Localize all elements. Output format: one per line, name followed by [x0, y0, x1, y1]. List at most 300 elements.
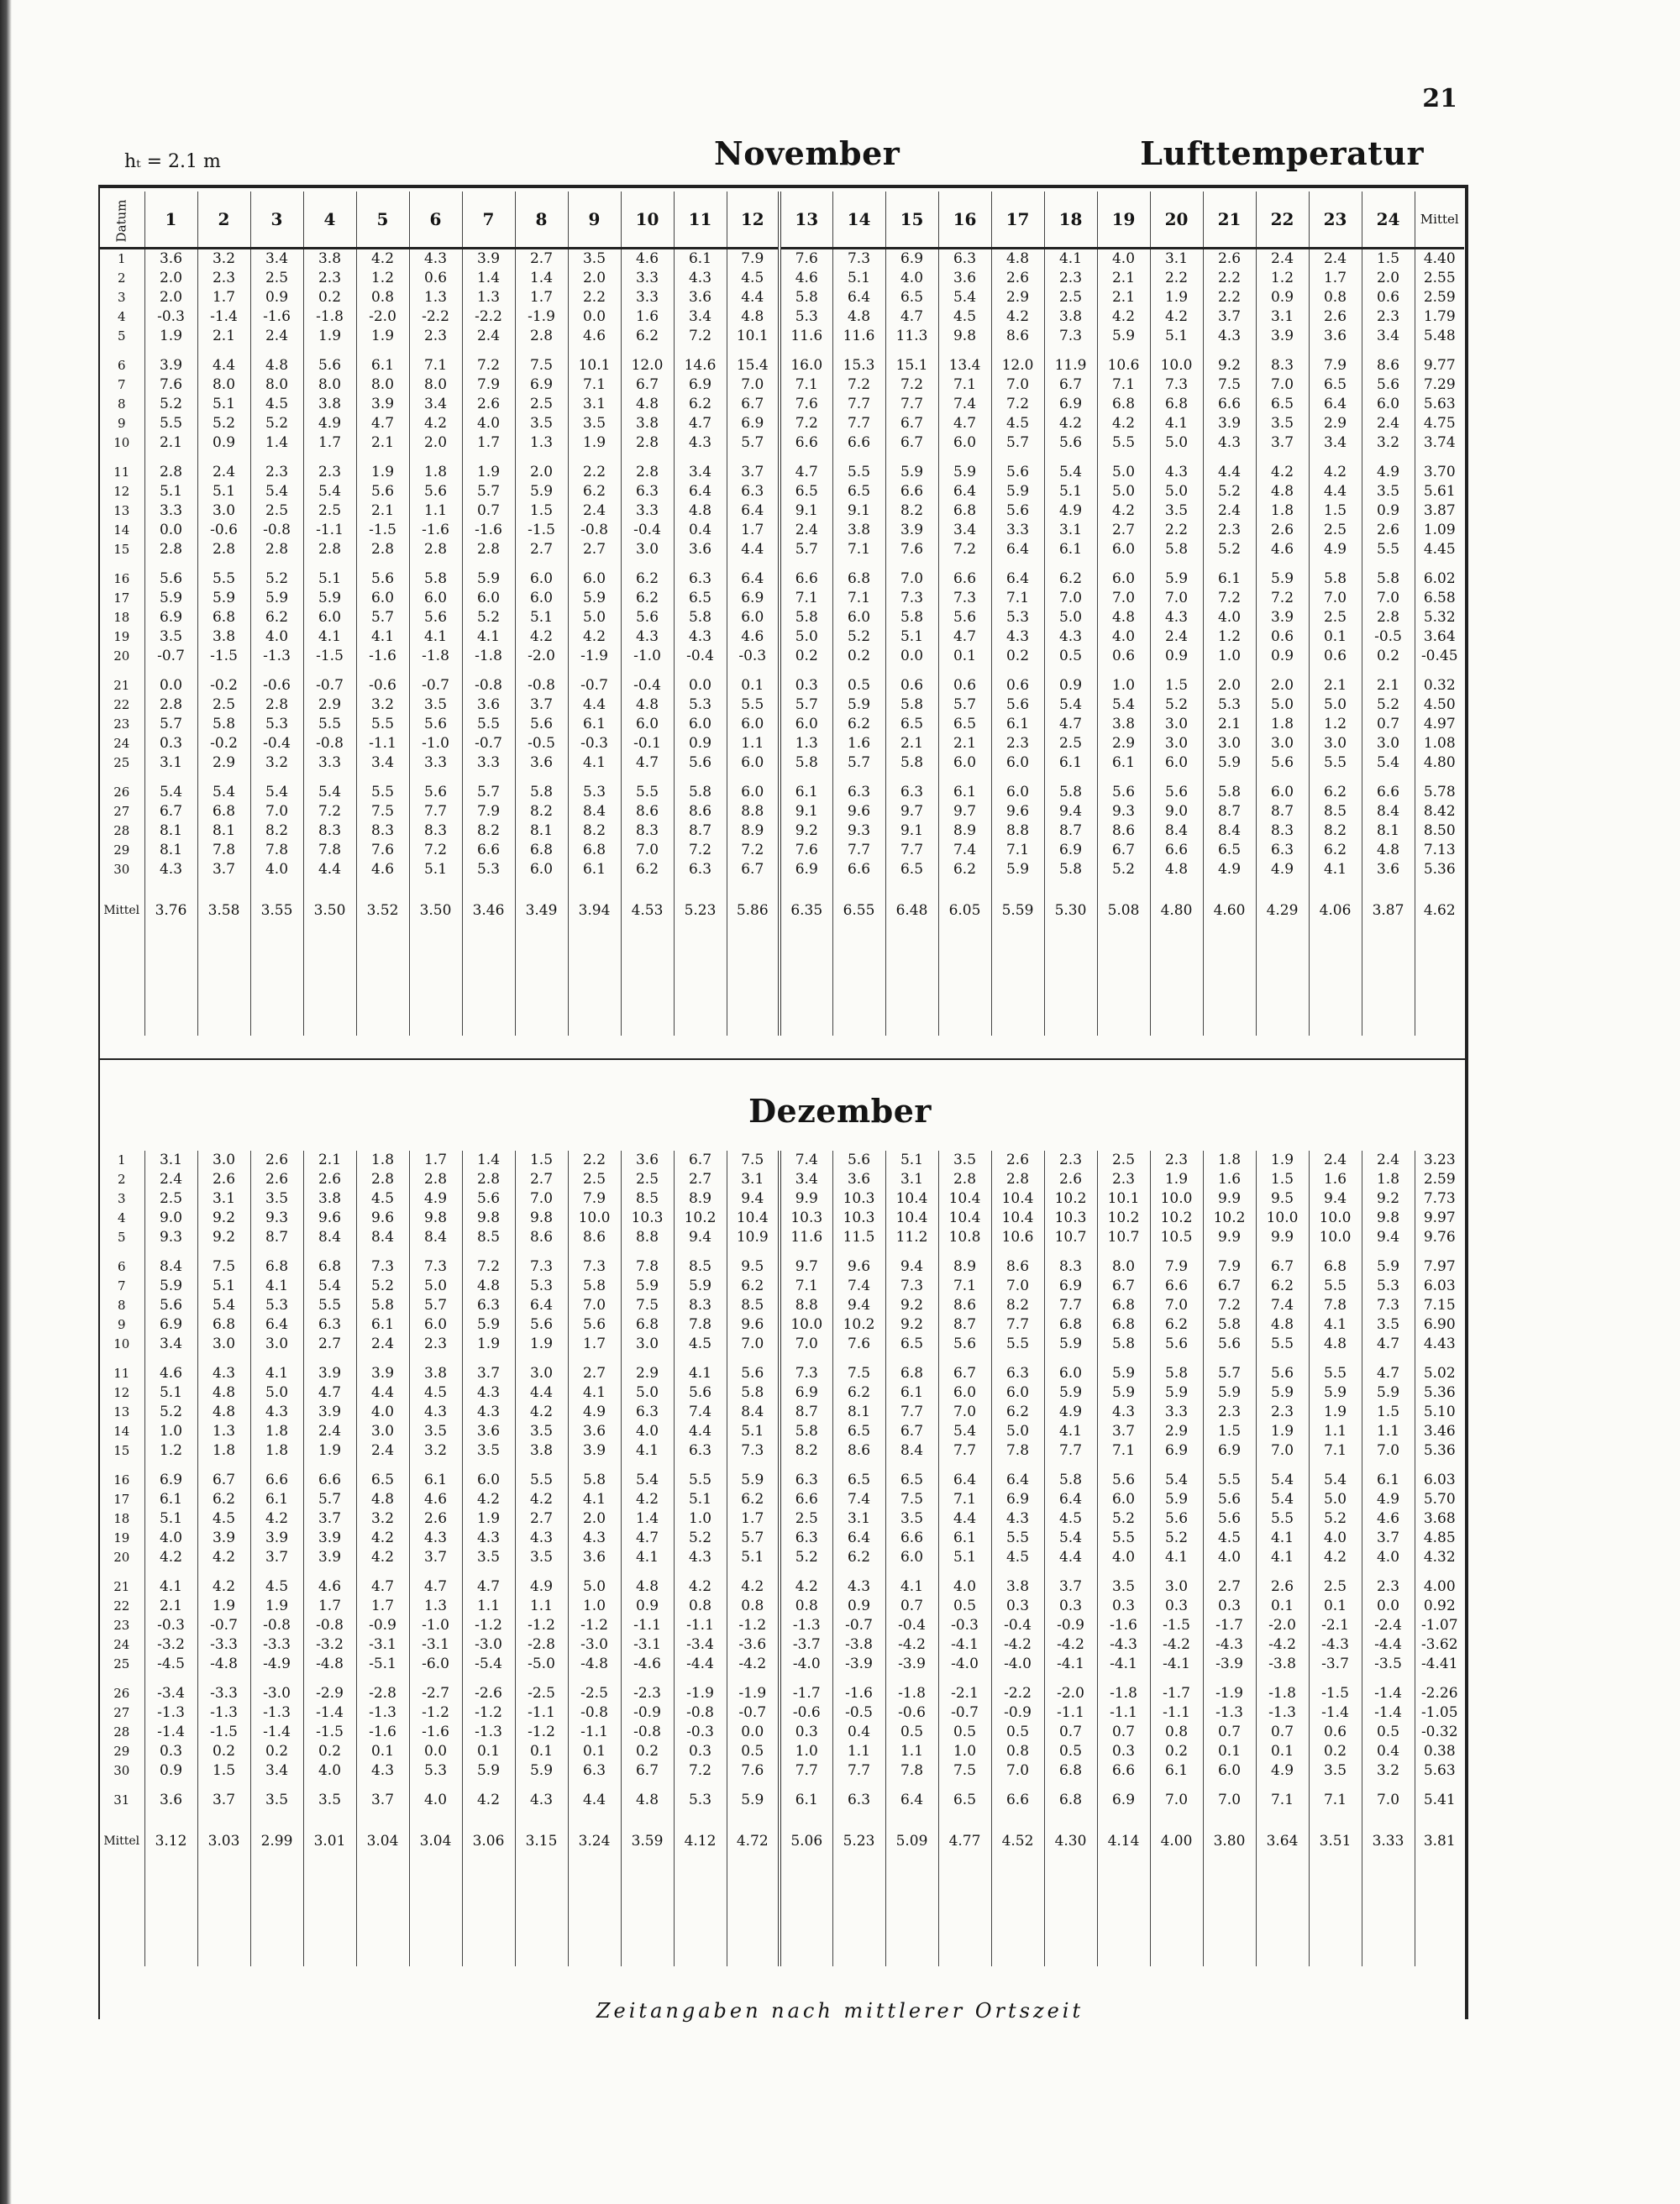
temp-cell: 7.0 [991, 1277, 1044, 1296]
temp-cell: 6.5 [356, 1461, 409, 1490]
temp-cell: 1.9 [462, 1335, 515, 1354]
temp-cell: 4.6 [621, 249, 674, 270]
temp-cell: 1.1 [832, 1742, 885, 1761]
temp-cell: 7.6 [727, 1761, 780, 1781]
hourly-mean-cell: 3.94 [568, 879, 621, 960]
temp-cell: 0.1 [1256, 1597, 1309, 1616]
day-cell: 3 [117, 290, 126, 305]
temp-cell: -4.2 [1044, 1635, 1097, 1655]
temp-cell: 7.2 [462, 1247, 515, 1277]
temp-cell: 5.6 [832, 1151, 885, 1170]
temp-cell: 0.9 [1044, 666, 1097, 695]
temp-cell: 5.7 [991, 433, 1044, 453]
temp-cell: 4.8 [250, 346, 303, 375]
temp-cell: 6.2 [727, 1277, 780, 1296]
temp-cell: 5.8 [1203, 773, 1256, 802]
table-row [99, 753, 1464, 773]
temp-cell: 4.5 [250, 395, 303, 414]
temp-cell: 5.9 [991, 860, 1044, 879]
temp-cell: -0.9 [356, 1616, 409, 1635]
temp-cell: 6.9 [674, 375, 727, 395]
temp-cell: 0.1 [727, 666, 780, 695]
temp-cell: -1.9 [727, 1674, 780, 1703]
day-cell: 30 [113, 862, 130, 877]
temp-cell: 6.0 [303, 608, 356, 627]
temp-cell: 9.6 [832, 1247, 885, 1277]
temp-cell: 1.5 [1362, 1403, 1415, 1422]
temp-cell: -1.0 [409, 734, 462, 753]
temp-cell: 3.0 [621, 540, 674, 559]
temp-cell: 10.0 [1150, 346, 1203, 375]
temp-cell: 7.4 [780, 1151, 832, 1170]
daily-mean-cell: 7.29 [1415, 375, 1464, 395]
temp-cell: 2.6 [1256, 1567, 1309, 1597]
temp-cell: 8.3 [621, 821, 674, 841]
daily-mean-cell: 4.00 [1415, 1567, 1464, 1597]
temp-cell: 5.5 [197, 559, 250, 589]
temp-cell: 6.2 [674, 395, 727, 414]
tail-cell [515, 960, 568, 1036]
temp-cell: 8.8 [621, 1228, 674, 1247]
temp-cell: 1.0 [780, 1742, 832, 1761]
temp-cell: 3.7 [1044, 1567, 1097, 1597]
temp-cell: 3.3 [1150, 1403, 1203, 1422]
temp-cell: 4.6 [144, 1354, 197, 1383]
temp-cell: 7.5 [885, 1490, 938, 1509]
table-row [99, 1151, 1464, 1170]
temp-cell: -0.8 [250, 521, 303, 540]
temp-cell: 2.3 [1362, 307, 1415, 327]
temp-cell: 4.3 [674, 1548, 727, 1567]
temp-cell: 7.9 [1150, 1247, 1203, 1277]
temp-cell: 6.2 [250, 608, 303, 627]
hour-header-12: 12 [727, 192, 780, 249]
temp-cell: 11.9 [1044, 346, 1097, 375]
temp-cell: -0.3 [144, 307, 197, 327]
temp-cell: 6.0 [515, 860, 568, 879]
temp-cell: 7.4 [938, 395, 991, 414]
temp-cell: 6.6 [1097, 1761, 1150, 1781]
temp-cell: 3.6 [144, 1781, 197, 1810]
temp-cell: -2.6 [462, 1674, 515, 1703]
temp-cell: 6.0 [409, 1315, 462, 1335]
temp-cell: 3.5 [1256, 414, 1309, 433]
daily-mean-cell: 3.70 [1415, 453, 1464, 482]
table-row [99, 395, 1464, 414]
temp-cell: 4.3 [515, 1781, 568, 1810]
temp-cell: 2.5 [1309, 521, 1362, 540]
temp-cell: 10.3 [832, 1209, 885, 1228]
temp-cell: 0.4 [1362, 1742, 1415, 1761]
table-row [99, 627, 1464, 647]
temp-cell: 5.5 [991, 1529, 1044, 1548]
temp-cell: 6.8 [197, 608, 250, 627]
temp-cell: 10.3 [780, 1209, 832, 1228]
temp-cell: 3.8 [515, 1441, 568, 1461]
temp-cell: -4.8 [568, 1655, 621, 1674]
daily-mean-cell: 5.36 [1415, 860, 1464, 879]
day-cell: 5 [117, 1230, 126, 1245]
temp-cell: 2.7 [515, 1509, 568, 1529]
temp-cell: 1.5 [515, 501, 568, 521]
temp-cell: 2.4 [780, 521, 832, 540]
temp-cell: 2.8 [621, 433, 674, 453]
hourly-mean-cell: 3.58 [197, 879, 250, 960]
temp-cell: 8.8 [727, 802, 780, 821]
temp-cell: 6.0 [1044, 1354, 1097, 1383]
temp-cell: 6.0 [515, 589, 568, 608]
temp-cell: 9.4 [727, 1189, 780, 1209]
temp-cell: 6.4 [832, 288, 885, 307]
temp-cell: 5.2 [1097, 1509, 1150, 1529]
temp-cell: 2.1 [1097, 288, 1150, 307]
temp-cell: 3.0 [621, 1335, 674, 1354]
temp-cell: 5.0 [1097, 453, 1150, 482]
temp-cell: 7.2 [409, 841, 462, 860]
temp-cell: 4.1 [1150, 414, 1203, 433]
temp-cell: 4.2 [462, 1490, 515, 1509]
temp-cell: -1.8 [1097, 1674, 1150, 1703]
temp-cell: 5.8 [1097, 1335, 1150, 1354]
temp-cell: 4.2 [568, 627, 621, 647]
temp-cell: 5.7 [356, 608, 409, 627]
temp-cell: 6.3 [303, 1315, 356, 1335]
day-cell: 22 [113, 697, 130, 712]
temp-cell: 8.9 [938, 1247, 991, 1277]
temp-cell: 2.3 [303, 453, 356, 482]
temp-cell: 1.0 [938, 1742, 991, 1761]
temp-cell: 2.0 [409, 433, 462, 453]
temp-cell: 5.2 [197, 414, 250, 433]
temp-cell: 6.2 [727, 1490, 780, 1509]
temp-cell: 0.3 [780, 1723, 832, 1742]
temp-cell: 2.2 [568, 453, 621, 482]
tail-cell [885, 1891, 938, 1966]
temp-cell: 5.8 [674, 773, 727, 802]
temp-cell: 9.7 [885, 802, 938, 821]
table-row [99, 1228, 1464, 1247]
day-cell: 4 [117, 309, 126, 324]
daily-mean-cell: 3.46 [1415, 1422, 1464, 1441]
temp-cell: 1.5 [1362, 249, 1415, 270]
temp-cell: 3.0 [197, 1151, 250, 1170]
temp-cell: 9.9 [1203, 1189, 1256, 1209]
temp-cell: 3.5 [515, 1422, 568, 1441]
temp-cell: 4.2 [409, 414, 462, 433]
temp-cell: 6.2 [621, 860, 674, 879]
temp-cell: 8.4 [885, 1441, 938, 1461]
hourly-mean-cell: 5.59 [991, 879, 1044, 960]
hourly-mean-cell: 3.49 [515, 879, 568, 960]
table-row [99, 521, 1464, 540]
temp-cell: 2.0 [144, 288, 197, 307]
temp-cell: 10.2 [674, 1209, 727, 1228]
temp-cell: 3.1 [197, 1189, 250, 1209]
temp-cell: 3.0 [515, 1354, 568, 1383]
temp-cell: 3.8 [1097, 715, 1150, 734]
temp-cell: -0.7 [409, 666, 462, 695]
temp-cell: 7.3 [780, 1354, 832, 1383]
temp-cell: 3.4 [409, 395, 462, 414]
temp-cell: 4.9 [1362, 453, 1415, 482]
temp-cell: 8.7 [1256, 802, 1309, 821]
temp-cell: 6.3 [621, 482, 674, 501]
temp-cell: 0.9 [1256, 647, 1309, 666]
temp-cell: 9.4 [885, 1247, 938, 1277]
temp-cell: 2.8 [144, 453, 197, 482]
table-row [99, 269, 1464, 288]
temp-cell: -0.5 [1362, 627, 1415, 647]
daily-mean-cell: 4.40 [1415, 249, 1464, 270]
temp-cell: 5.9 [1362, 1247, 1415, 1277]
temp-cell: 3.7 [727, 453, 780, 482]
hour-header-13: 13 [780, 192, 832, 249]
temp-cell: 8.6 [832, 1441, 885, 1461]
temp-cell: 2.8 [409, 1170, 462, 1189]
temp-cell: 6.0 [1256, 773, 1309, 802]
temp-cell: 3.9 [462, 249, 515, 270]
temp-cell: 5.4 [250, 482, 303, 501]
temp-cell: 6.9 [727, 589, 780, 608]
temp-cell: 4.4 [938, 1509, 991, 1529]
temp-cell: 5.5 [462, 715, 515, 734]
table-row [99, 1441, 1464, 1461]
temp-cell: 5.0 [568, 1567, 621, 1597]
tail-cell [250, 1891, 303, 1966]
temp-cell: 10.7 [1097, 1228, 1150, 1247]
temp-cell: -4.0 [991, 1655, 1044, 1674]
temp-cell: 4.9 [1044, 1403, 1097, 1422]
temp-cell: 2.4 [356, 1441, 409, 1461]
table-row [99, 1277, 1464, 1296]
temp-cell: 1.9 [250, 1597, 303, 1616]
temp-cell: 8.7 [1044, 821, 1097, 841]
temp-cell: 7.0 [1256, 1441, 1309, 1461]
temp-cell: 4.1 [303, 627, 356, 647]
day-cell: 11 [113, 1366, 130, 1381]
tail-cell [568, 1891, 621, 1966]
temp-cell: 8.3 [303, 821, 356, 841]
hour-header-22: 22 [1256, 192, 1309, 249]
temp-cell: 6.0 [409, 589, 462, 608]
temp-cell: 6.2 [1150, 1315, 1203, 1335]
temp-cell: 5.3 [674, 1781, 727, 1810]
temp-cell: 6.4 [1309, 395, 1362, 414]
temp-cell: 5.8 [727, 1383, 780, 1403]
table-row [99, 695, 1464, 715]
temp-cell: 7.4 [832, 1490, 885, 1509]
temp-cell: 4.0 [462, 414, 515, 433]
temp-cell: -4.1 [1150, 1655, 1203, 1674]
temp-cell: 5.6 [568, 1315, 621, 1335]
temp-cell: 6.7 [727, 860, 780, 879]
temp-cell: 3.7 [250, 1548, 303, 1567]
temp-cell: 0.1 [356, 1742, 409, 1761]
temp-cell: 4.3 [674, 269, 727, 288]
temp-cell: 2.3 [1203, 521, 1256, 540]
temp-cell: 0.2 [303, 1742, 356, 1761]
hourly-mean-cell: 3.76 [144, 879, 197, 960]
tail-cell [1362, 1891, 1415, 1966]
temp-cell: 1.8 [356, 1151, 409, 1170]
temp-cell: 2.1 [303, 1151, 356, 1170]
temp-cell: 2.3 [250, 453, 303, 482]
temp-cell: 6.2 [621, 327, 674, 346]
temp-cell: 6.3 [674, 559, 727, 589]
temp-cell: 5.5 [1309, 1354, 1362, 1383]
temp-cell: -2.9 [303, 1674, 356, 1703]
temp-cell: 5.3 [674, 695, 727, 715]
mittel-header: Mittel [1415, 192, 1464, 249]
daily-mean-cell: 4.50 [1415, 695, 1464, 715]
temp-cell: 4.9 [515, 1567, 568, 1597]
temp-cell: 4.1 [250, 1277, 303, 1296]
temp-cell: 3.6 [144, 249, 197, 270]
hour-header-5: 5 [356, 192, 409, 249]
temp-cell: -3.7 [780, 1635, 832, 1655]
temp-cell: 5.1 [885, 627, 938, 647]
temp-cell: 0.8 [780, 1597, 832, 1616]
temp-cell: 5.9 [1256, 1383, 1309, 1403]
temp-cell: 5.1 [197, 482, 250, 501]
temp-cell: -0.7 [938, 1703, 991, 1723]
day-cell: 27 [113, 1705, 130, 1720]
temp-cell: 3.2 [356, 695, 409, 715]
temp-cell: 7.2 [1203, 1296, 1256, 1315]
temp-cell: 5.6 [991, 453, 1044, 482]
temp-cell: 10.0 [780, 1315, 832, 1335]
day-cell: 19 [113, 1530, 130, 1545]
temp-cell: 8.2 [515, 802, 568, 821]
temp-cell: -1.3 [250, 647, 303, 666]
temp-cell: -1.6 [250, 307, 303, 327]
temp-cell: 3.9 [197, 1529, 250, 1548]
temp-cell: -0.4 [621, 521, 674, 540]
temp-cell: 6.5 [1256, 395, 1309, 414]
temp-cell: 6.0 [780, 715, 832, 734]
temp-cell: 5.9 [1044, 1335, 1097, 1354]
temp-cell: 5.5 [303, 1296, 356, 1315]
temp-cell: 6.6 [1362, 773, 1415, 802]
temp-cell: 5.6 [674, 753, 727, 773]
temp-cell: 4.9 [1362, 1490, 1415, 1509]
temp-cell: 5.2 [1097, 860, 1150, 879]
temp-cell: 6.7 [621, 1761, 674, 1781]
daily-mean-cell: -1.05 [1415, 1703, 1464, 1723]
temp-cell: 7.8 [303, 841, 356, 860]
temp-cell: 7.5 [621, 1296, 674, 1315]
temp-cell: 8.3 [1256, 821, 1309, 841]
temp-cell: -4.2 [1150, 1635, 1203, 1655]
temp-cell: -1.4 [303, 1703, 356, 1723]
temp-cell: 2.5 [250, 269, 303, 288]
temp-cell: -3.9 [1203, 1655, 1256, 1674]
temp-cell: 2.5 [144, 1189, 197, 1209]
temp-cell: 6.1 [1044, 753, 1097, 773]
hourly-mean-cell: 3.55 [250, 879, 303, 960]
temp-cell: -2.3 [621, 1674, 674, 1703]
table-row [99, 1674, 1464, 1703]
temp-cell: 7.0 [1309, 589, 1362, 608]
temp-cell: 4.3 [1097, 1403, 1150, 1422]
day-cell: 30 [113, 1763, 130, 1778]
temp-cell: 5.4 [1309, 1461, 1362, 1490]
hourly-mean-cell: 3.04 [356, 1810, 409, 1891]
temp-cell: 3.2 [409, 1441, 462, 1461]
temp-cell: 3.5 [1150, 501, 1203, 521]
table-row [99, 821, 1464, 841]
temp-cell: 3.5 [938, 1151, 991, 1170]
temp-cell: 5.6 [1256, 753, 1309, 773]
day-cell: 13 [113, 503, 130, 518]
tail-cell [197, 1891, 250, 1966]
tail-cell [1203, 960, 1256, 1036]
daily-mean-cell: 7.73 [1415, 1189, 1464, 1209]
table-row [99, 773, 1464, 802]
temp-cell: -3.1 [409, 1635, 462, 1655]
temp-cell: 4.3 [621, 627, 674, 647]
temp-cell: 7.3 [885, 1277, 938, 1296]
temp-cell: 2.8 [303, 540, 356, 559]
temp-cell: 3.7 [356, 1781, 409, 1810]
temp-cell: 6.4 [991, 1461, 1044, 1490]
temp-cell: 3.7 [197, 860, 250, 879]
hour-header-4: 4 [303, 192, 356, 249]
temp-cell: 2.0 [568, 269, 621, 288]
temp-cell: -1.3 [780, 1616, 832, 1635]
temp-cell: 3.2 [197, 249, 250, 270]
temp-cell: 4.1 [568, 1383, 621, 1403]
temp-cell: 5.6 [1203, 1490, 1256, 1509]
temp-cell: 5.9 [1150, 1490, 1203, 1509]
temp-cell: 2.2 [1150, 521, 1203, 540]
temp-cell: 4.8 [1362, 841, 1415, 860]
temp-cell: 2.5 [1309, 608, 1362, 627]
temp-cell: 4.5 [250, 1567, 303, 1597]
temp-cell: 1.5 [197, 1761, 250, 1781]
temp-cell: 4.7 [674, 414, 727, 433]
temp-cell: 1.8 [250, 1441, 303, 1461]
temp-cell: 2.8 [515, 327, 568, 346]
temp-cell: 3.0 [1256, 734, 1309, 753]
temp-cell: 9.2 [1362, 1189, 1415, 1209]
temp-cell: 6.5 [1309, 375, 1362, 395]
temp-cell: 5.1 [144, 1509, 197, 1529]
temp-cell: 0.1 [515, 1742, 568, 1761]
temp-cell: 7.1 [991, 589, 1044, 608]
temp-cell: 2.6 [991, 1151, 1044, 1170]
temp-cell: 4.8 [727, 307, 780, 327]
temp-cell: 4.9 [303, 414, 356, 433]
temp-cell: 8.4 [1203, 821, 1256, 841]
temp-cell: 0.0 [409, 1742, 462, 1761]
temp-cell: 4.1 [356, 627, 409, 647]
temp-cell: 5.8 [780, 753, 832, 773]
temp-cell: 2.1 [356, 433, 409, 453]
temp-cell: 2.4 [1309, 1151, 1362, 1170]
temp-cell: 2.1 [1309, 666, 1362, 695]
temp-cell: 2.0 [1256, 666, 1309, 695]
temp-cell: 8.5 [727, 1296, 780, 1315]
temp-cell: 6.1 [568, 715, 621, 734]
tail-cell [356, 1891, 409, 1966]
temp-cell: 4.0 [1362, 1548, 1415, 1567]
daily-mean-cell: 5.63 [1415, 1761, 1464, 1781]
daily-mean-cell: 3.68 [1415, 1509, 1464, 1529]
temp-cell: 0.9 [674, 734, 727, 753]
temp-cell: 2.6 [250, 1151, 303, 1170]
temp-cell: 3.1 [832, 1509, 885, 1529]
